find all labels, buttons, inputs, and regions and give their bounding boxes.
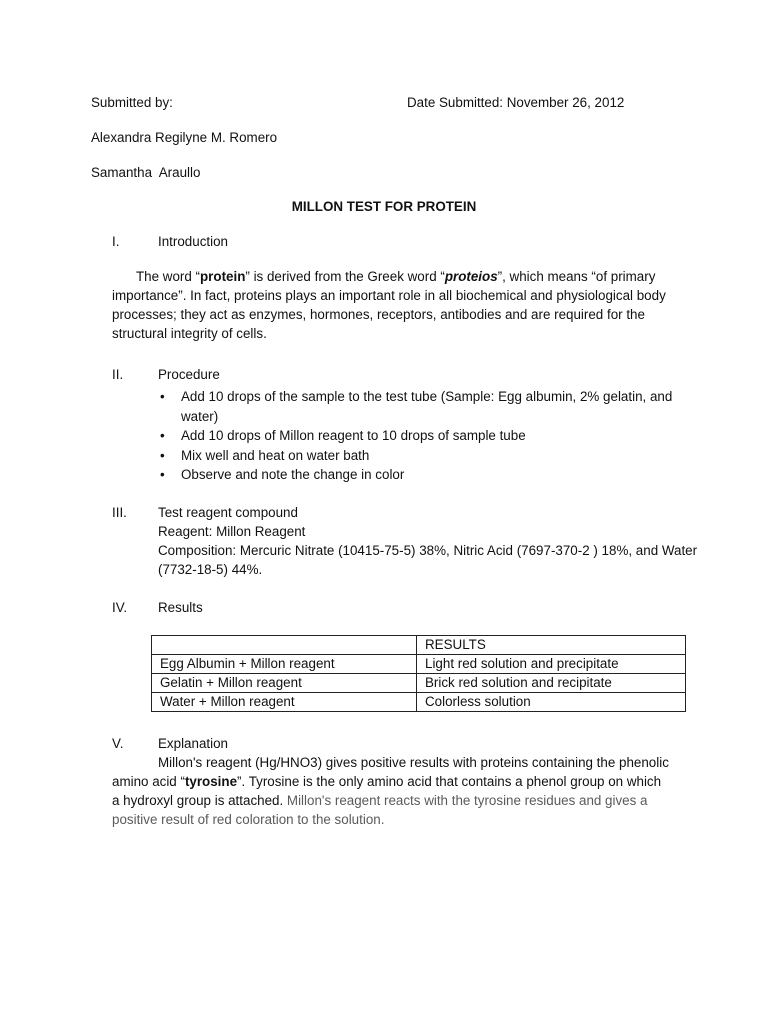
table-cell-sample: Gelatin + Millon reagent [152, 674, 417, 693]
bullet-icon: • [160, 389, 165, 404]
author-name: Samantha Araullo [91, 165, 201, 180]
intro-text: ” is derived from the Greek word “ [245, 269, 445, 284]
bullet-icon: • [160, 428, 165, 443]
list-item [158, 387, 688, 426]
procedure-list [158, 387, 688, 485]
document-title: MILLON TEST FOR PROTEIN [291, 199, 477, 214]
section-number: II. [112, 367, 124, 382]
table-row [152, 655, 686, 674]
bullet-icon: • [160, 467, 165, 482]
reagent-composition: Composition: Mercuric Nitrate (10415-75-5) 38%, Nitric Acid (7697-370-2 ) 18%, and Water (7732-18-5) 44%. [158, 543, 698, 577]
section-title-results: Results [158, 600, 203, 615]
section-title-introduction: Introduction [158, 234, 228, 249]
list-item [158, 426, 688, 446]
bullet-icon: • [160, 447, 165, 463]
keyword-tyrosine: tyrosine [184, 774, 238, 789]
section-number: I. [112, 234, 120, 249]
table-cell-result: Brick red solution and recipitate [417, 674, 686, 693]
explanation-text: ”. Tyrosine is the only amino acid that contains a phenol group on which a hydroxyl group is attached. [112, 774, 662, 808]
table-header-row [152, 636, 686, 655]
author-name: Alexandra Regilyne M. Romero [91, 130, 278, 145]
results-table [151, 635, 686, 712]
section-number: V. [112, 736, 124, 751]
list-item [158, 446, 688, 466]
table-header-cell [152, 636, 417, 655]
introduction-paragraph [112, 267, 692, 343]
procedure-step: Add 10 drops of Millon reagent to 10 drops of sample tube [181, 428, 526, 443]
section-title-test-reagent: Test reagent compound [158, 505, 298, 520]
section-title-explanation: Explanation [158, 736, 228, 751]
keyword-protein: protein [200, 269, 246, 284]
section-number: IV. [112, 600, 128, 615]
submitted-by-label: Submitted by: [91, 95, 173, 110]
explanation-text: Millon's reagent (Hg/HNO3) gives positive results with proteins containing the phenolic amino acid “ [112, 755, 669, 789]
table-header-cell: RESULTS [417, 636, 686, 655]
intro-text: ”, which means “of primary importance”. In fact, proteins plays an important role in all biochemical and physiological body processes; they act as enzymes, hormones, receptors, antibodies and are required for the structural integrity of cells. [112, 269, 666, 341]
table-cell-result: Colorless solution [417, 693, 686, 712]
table-cell-sample: Egg Albumin + Millon reagent [152, 655, 417, 674]
section-title-procedure: Procedure [158, 367, 220, 382]
reagent-details [158, 522, 698, 579]
table-cell-result: Light red solution and precipitate [417, 655, 686, 674]
keyword-proteios: proteios [444, 269, 498, 284]
procedure-step: Observe and note the change in color [181, 467, 405, 482]
procedure-step: Mix well and heat on water bath [181, 447, 370, 463]
explanation-paragraph [112, 753, 672, 829]
explanation-grey-text: Millon's reagent reacts with the tyrosine residues and gives a positive result of red coloration to the solution. [112, 793, 648, 827]
list-item [158, 465, 688, 485]
table-cell-sample: Water + Millon reagent [152, 693, 417, 712]
intro-text: The word “ [136, 269, 200, 284]
reagent-name: Reagent: Millon Reagent [158, 524, 306, 539]
procedure-step: Add 10 drops of the sample to the test tube (Sample: Egg albumin, 2% gelatin, and water) [181, 389, 673, 424]
table-row [152, 693, 686, 712]
table-row [152, 674, 686, 693]
date-submitted: Date Submitted: November 26, 2012 [407, 95, 625, 110]
section-number: III. [112, 505, 127, 520]
